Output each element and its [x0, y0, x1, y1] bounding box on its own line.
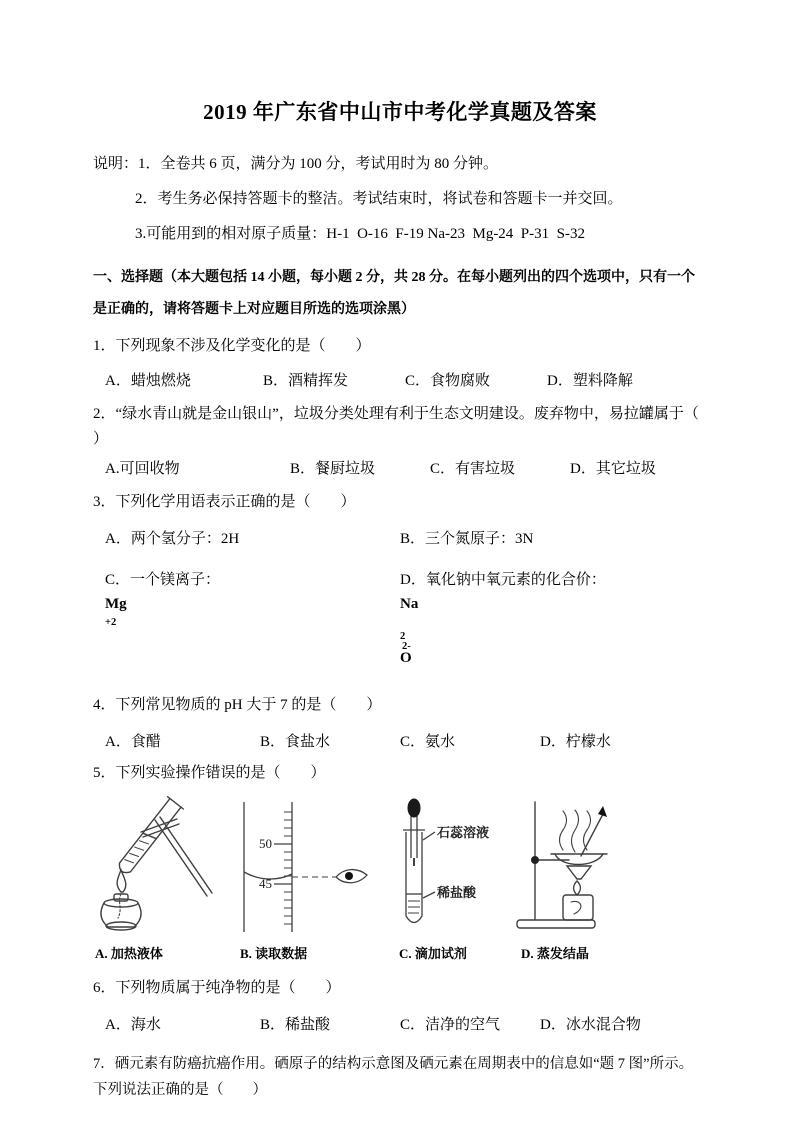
figure-a-heating-liquid [85, 796, 220, 962]
evaporating-dish [555, 854, 603, 865]
flame [117, 870, 126, 892]
q3-option-c-label: C．一个镁离子： [105, 572, 221, 588]
magnesium-ion-formula [105, 592, 400, 644]
sodium-oxide-formula [400, 592, 606, 670]
eye-pupil [345, 872, 353, 880]
section-heading-line2: 是正确的，请将答题卡上对应题目所选的选项涂黑） [93, 302, 415, 317]
q3-option-d [400, 568, 606, 670]
question-1-stem: 1．下列现象不涉及化学变化的是（ ） [93, 338, 371, 354]
section-heading-line1: 一、选择题（本大题包括 14 小题，每小题 2 分，共 28 分。在每小题列出的四个选项中，只有一个 [93, 270, 695, 285]
evaporation-drawing [511, 796, 639, 938]
q6-option-a: A．海水 [105, 1017, 161, 1033]
question-4-stem: 4．下列常见物质的 pH 大于 7 的是（ ） [93, 697, 382, 713]
dilute-acid-label: 稀盐酸 [437, 885, 477, 900]
adding-reagent-drawing [389, 796, 501, 938]
tick-label-45: 45 [259, 876, 272, 891]
litmus-solution-label: 石蕊溶液 [437, 825, 490, 840]
exam-note-2: 2．考生务必保持答题卡的整洁。考试结束时，将试卷和答题卡一并交回。 [135, 191, 623, 207]
na-symbol: Na [400, 596, 419, 612]
q3-option-d-label: D．氧化钠中氧元素的化合价： [400, 572, 606, 588]
oxygen-with-valence [400, 641, 606, 670]
clamp-bolt [531, 856, 539, 864]
figure-a-label: A. 加热液体 [95, 946, 163, 961]
question-1-options [93, 369, 707, 390]
q2-option-c: C．有害垃圾 [430, 461, 516, 477]
o-symbol: O [400, 650, 412, 666]
alcohol-lamp [563, 895, 593, 920]
heating-apparatus [101, 797, 212, 930]
q2-option-b: B．餐厨垃圾 [290, 461, 376, 477]
iron-stand-setup [517, 802, 607, 928]
q1-option-a: A．蜡烛燃烧 [105, 373, 191, 389]
figure-c-adding-reagent [389, 796, 501, 962]
steam [560, 811, 567, 850]
question-3-options-row2 [93, 568, 707, 670]
q6-option-d: D．冰水混合物 [540, 1017, 641, 1033]
question-5-figures [85, 796, 707, 962]
q4-option-a: A．食醋 [105, 734, 161, 750]
reading-volume-drawing [230, 796, 375, 938]
na-subscript: 2 [400, 631, 406, 642]
exam-note-1: 说明：1．全卷共 6 页，满分为 100 分，考试用时为 80 分钟。 [93, 156, 499, 172]
question-7-stem [93, 1051, 707, 1103]
q1-option-d: D．塑料降解 [547, 373, 633, 389]
q1-option-c: C．食物腐败 [405, 373, 491, 389]
question-3-stem: 3．下列化学用语表示正确的是（ ） [93, 494, 356, 510]
q2-option-d: D．其它垃圾 [570, 461, 656, 477]
figure-c-label: C. 滴加试剂 [399, 946, 467, 961]
q3-option-a: A．两个氢分子：2H [105, 531, 240, 547]
q2-stem-line1: 2．“绿水青山就是金山银山”，垃圾分类处理有利于生态文明建设。废弃物中，易拉罐属于（ [93, 406, 699, 422]
doc-title: 2019 年广东省中山市中考化学真题及答案 [203, 100, 597, 124]
figure-b-label: B. 读取数据 [240, 946, 308, 961]
question-5-stem: 5．下列实验操作错误的是（ ） [93, 765, 326, 781]
tick-label-50: 50 [259, 836, 272, 851]
question-4-options [93, 730, 707, 751]
question-2-stem [93, 402, 707, 452]
q7-stem-line1: 7．硒元素有防癌抗癌作用。硒原子的结构示意图及硒元素在周期表中的信息如“题 7 图”所示。 [93, 1056, 694, 1072]
q6-option-c: C．洁净的空气 [400, 1017, 501, 1033]
exam-note-3: 3.可能用到的相对原子质量：H-1 O-16 F-19 Na-23 Mg-24 P-31 S-32 [135, 226, 585, 242]
q4-option-d: D．柠檬水 [540, 734, 611, 750]
heating-liquid-drawing [85, 796, 220, 938]
q6-option-b: B．稀盐酸 [260, 1017, 331, 1033]
section-one-heading [93, 262, 707, 326]
rod-tip [598, 806, 607, 817]
dropper-and-tube [403, 816, 435, 923]
figure-d-evaporation [511, 796, 639, 962]
question-2-options [93, 457, 707, 478]
figure-d-label: D. 蒸发结晶 [521, 946, 589, 961]
q4-option-b: B．食盐水 [260, 734, 331, 750]
q4-option-c: C．氨水 [400, 734, 456, 750]
q2-stem-line2: ） [93, 431, 109, 447]
q3-option-c [105, 568, 400, 670]
oxygen-valence-label: 2- [402, 641, 411, 652]
question-6-options [93, 1013, 707, 1034]
q1-option-b: B．酒精挥发 [263, 373, 349, 389]
question-3-options-row1 [93, 527, 707, 548]
figure-b-reading-volume [230, 796, 375, 962]
q7-stem-line2: 下列说法正确的是（ ） [93, 1082, 267, 1098]
mg-symbol: Mg [105, 596, 127, 612]
q3-option-b: B．三个氮原子：3N [400, 531, 534, 547]
support [567, 866, 591, 879]
q2-option-a: A.可回收物 [105, 461, 180, 477]
mg-charge-superscript: +2 [105, 617, 117, 628]
flame [574, 881, 581, 895]
question-6-stem: 6．下列物质属于纯净物的是（ ） [93, 980, 341, 996]
dropper-bulb [408, 799, 421, 818]
graduated-cylinder [244, 802, 367, 932]
